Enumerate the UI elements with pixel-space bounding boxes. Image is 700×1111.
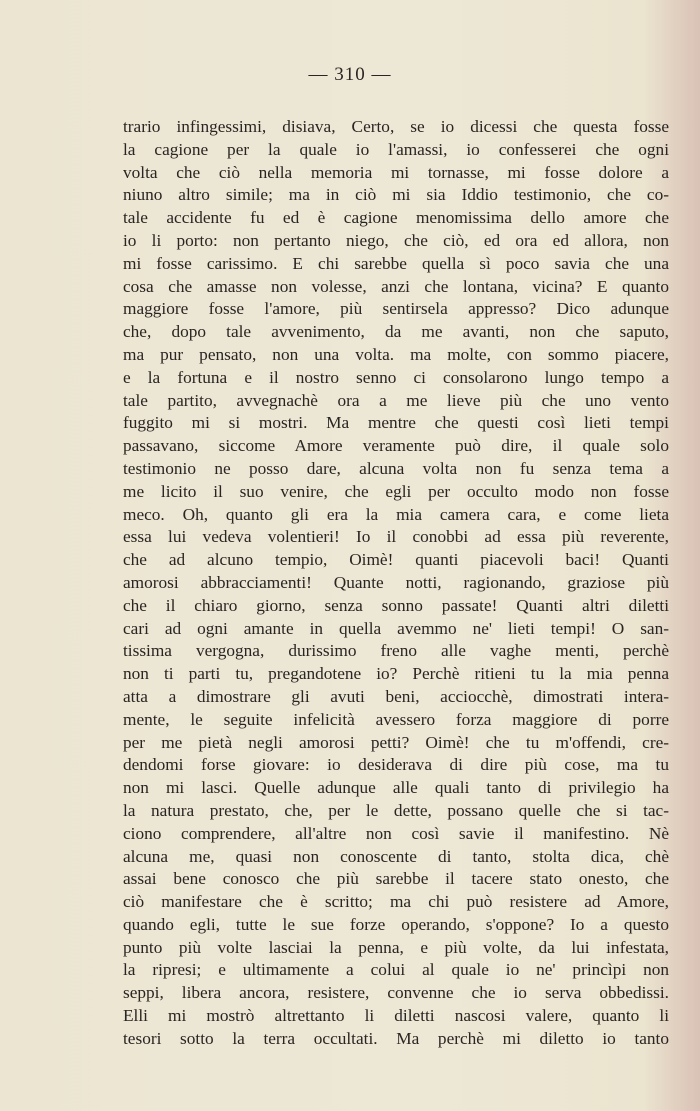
text-line: volta che ciò nella memoria mi tornasse, mi fosse dolore a xyxy=(123,162,669,182)
text-line: testimonio ne posso dare, alcuna volta non fu senza tema a xyxy=(123,458,669,478)
page-number: — 310 — xyxy=(308,64,392,85)
text-line: cari ad ogni amante in quella avemmo ne' lieti tempi! O san- xyxy=(123,618,669,638)
text-line: ma pur pensato, non una volta. ma molte, con sommo piacere, xyxy=(123,344,669,364)
text-line: assai bene conosco che più sarebbe il tacere stato onesto, che xyxy=(123,869,669,889)
text-line: e la fortuna e il nostro senno ci consolarono lungo tempo a xyxy=(123,367,669,387)
text-line: tale partito, avvegnachè ora a me lieve più che uno vento xyxy=(123,390,669,410)
text-line: mente, le seguite infelicità avessero forza maggiore di porre xyxy=(123,709,669,729)
text-line: ciono comprendere, all'altre non così savie il manifestino. Nè xyxy=(123,823,669,843)
text-line: seppi, libera ancora, resistere, convenne che io serva obbedissi. xyxy=(123,983,669,1003)
text-line: non ti parti tu, pregandotene io? Perchè ritieni tu la mia penna xyxy=(123,664,669,684)
text-line: che il chiaro giorno, senza sonno passate! Quanti altri diletti xyxy=(123,595,669,615)
text-line: meco. Oh, quanto gli era la mia camera cara, e come lieta xyxy=(123,504,669,524)
text-line: quando egli, tutte le sue forze operando, s'oppone? Io a questo xyxy=(123,914,669,934)
text-line: passavano, siccome Amore veramente può dire, il quale solo xyxy=(123,436,669,456)
text-line: che ad alcuno tempio, Oimè! quanti piacevoli baci! Quanti xyxy=(123,550,669,570)
text-line: cosa che amasse non volesse, anzi che lontana, vicina? E quanto xyxy=(123,276,669,296)
text-line: io li porto: non pertanto niego, che ciò, ed ora ed allora, non xyxy=(123,230,669,250)
text-line: la ripresi; e ultimamente a colui al quale io ne' princìpi non xyxy=(123,960,669,980)
text-line: me licito il suo venire, che egli per occulto modo non fosse xyxy=(123,481,669,501)
text-line: fuggito mi si mostri. Ma mentre che questi così lieti tempi xyxy=(123,413,669,433)
text-line: che, dopo tale avvenimento, da me avanti, non che saputo, xyxy=(123,322,669,342)
text-line: amorosi abbracciamenti! Quante notti, ragionando, graziose più xyxy=(123,572,669,592)
text-line: essa lui vedeva volentieri! Io il conobbi ad essa più reverente, xyxy=(123,527,669,547)
text-line: niuno altro simile; ma in ciò mi sia Iddio testimonio, che co- xyxy=(123,185,669,205)
text-line: punto più volte lasciai la penna, e più volte, da lui infestata, xyxy=(123,937,669,957)
text-line: ciò manifestare che è scritto; ma chi può resistere ad Amore, xyxy=(123,892,669,912)
text-line: maggiore fosse l'amore, più sentirsela appresso? Dico adunque xyxy=(123,299,669,319)
text-line: tesori sotto la terra occultati. Ma perchè mi diletto io tanto xyxy=(123,1028,669,1048)
text-line: la cagione per la quale io l'amassi, io confesserei che ogni xyxy=(123,139,669,159)
text-line: atta a dimostrare gli avuti beni, acciocchè, dimostrati intera- xyxy=(123,686,669,706)
text-line: dendomi forse giovare: io desiderava di dire più cose, ma tu xyxy=(123,755,669,775)
text-line: mi fosse carissimo. E chi sarebbe quella sì poco savia che una xyxy=(123,253,669,273)
text-line: Elli mi mostrò altrettanto li diletti nascosi valere, quanto li xyxy=(123,1006,669,1026)
text-line: trario infingessimi, disiava, Certo, se io dicessi che questa fosse xyxy=(123,117,669,136)
text-line: tissima vergogna, durissimo freno alle vaghe menti, perchè xyxy=(123,641,669,661)
text-line: alcuna me, quasi non conoscente di tanto, stolta dica, chè xyxy=(123,846,669,866)
text-line: la natura prestato, che, per le dette, possano quelle che si tac- xyxy=(123,800,669,820)
text-line: non mi lasci. Quelle adunque alle quali tanto di privilegio ha xyxy=(123,778,669,798)
body-text xyxy=(123,116,669,1051)
text-line: per me pietà negli amorosi petti? Oimè! che tu m'offendi, cre- xyxy=(123,732,669,752)
text-line: tale accidente fu ed è cagione menomissima dello amore che xyxy=(123,208,669,228)
